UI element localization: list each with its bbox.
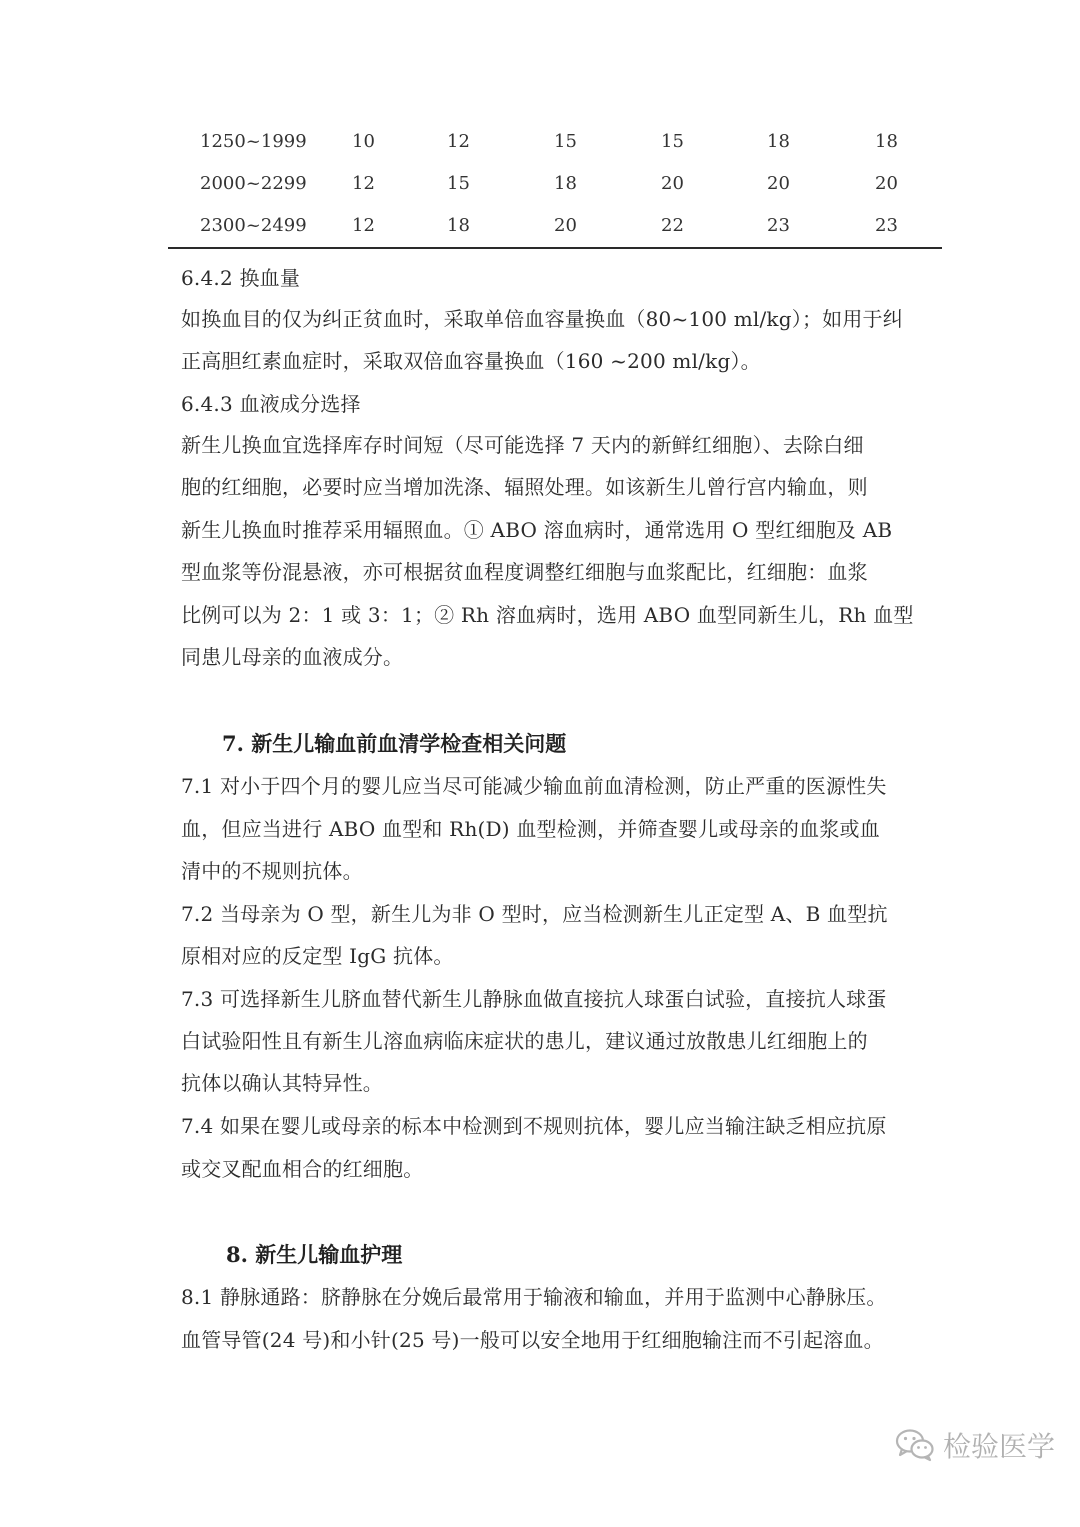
paragraph-line: 清中的不规则抗体。 [181, 859, 363, 883]
table-cell: 18 [767, 131, 790, 152]
exchange-volume-table [168, 121, 942, 247]
paragraph-line: 7.1 对小于四个月的婴儿应当尽可能减少输血前血清检测，防止严重的医源性失 [181, 774, 887, 798]
paragraph-line: 8.1 静脉通路：脐静脉在分娩后最常用于输液和输血，并用于监测中心静脉压。 [181, 1285, 887, 1309]
paragraph-line: 型血浆等份混悬液，亦可根据贫血程度调整红细胞与血浆配比，红细胞：血浆 [181, 560, 868, 584]
table-cell: 22 [661, 215, 684, 236]
paragraph-line: 比例可以为 2：1 或 3：1；② Rh 溶血病时，选用 ABO 血型同新生儿，Rh 血型 [181, 603, 914, 627]
table-cell: 18 [875, 131, 898, 152]
section-title-6-4-2: 6.4.2 换血量 [181, 266, 301, 290]
table-cell: 12 [447, 131, 470, 152]
watermark [895, 1425, 1055, 1465]
paragraph-line: 胞的红细胞，必要时应当增加洗涤、辐照处理。如该新生儿曾行宫内输血，则 [181, 475, 868, 499]
table-cell: 12 [352, 215, 375, 236]
paragraph-line: 新生儿换血时推荐采用辐照血。① ABO 溶血病时，通常选用 O 型红细胞及 AB [181, 518, 893, 542]
weight-range-cell: 2300~2499 [200, 215, 307, 236]
table-bottom-rule [168, 247, 942, 249]
table-cell: 20 [661, 173, 684, 194]
paragraph-line: 新生儿换血宜选择库存时间短（尽可能选择 7 天内的新鲜红细胞）、去除白细 [181, 433, 864, 457]
section-heading-8: 8. 新生儿输血护理 [226, 1242, 403, 1267]
table-cell: 20 [767, 173, 790, 194]
paragraph-line: 7.2 当母亲为 O 型，新生儿为非 O 型时，应当检测新生儿正定型 A、B 血型抗 [181, 902, 888, 926]
paragraph-line: 血管导管(24 号)和小针(25 号)一般可以安全地用于红细胞输注而不引起溶血。 [181, 1328, 884, 1352]
paragraph-line: 如换血目的仅为纠正贫血时，采取单倍血容量换血（80~100 ml/kg）；如用于纠 [181, 307, 903, 331]
table-row [168, 205, 942, 247]
paragraph-line: 7.3 可选择新生儿脐血替代新生儿静脉血做直接抗人球蛋白试验，直接抗人球蛋 [181, 987, 887, 1011]
paragraph-line: 7.4 如果在婴儿或母亲的标本中检测到不规则抗体，婴儿应当输注缺乏相应抗原 [181, 1114, 887, 1138]
section-title-6-4-3: 6.4.3 血液成分选择 [181, 392, 361, 416]
table-cell: 23 [767, 215, 790, 236]
weight-range-cell: 2000~2299 [200, 173, 307, 194]
table-cell: 15 [661, 131, 684, 152]
wechat-icon [895, 1428, 935, 1462]
table-cell: 15 [554, 131, 577, 152]
paragraph-line: 血，但应当进行 ABO 血型和 Rh(D) 血型检测，并筛查婴儿或母亲的血浆或血 [181, 817, 880, 841]
table-cell: 10 [352, 131, 375, 152]
weight-range-cell: 1250~1999 [200, 131, 307, 152]
table-cell: 18 [554, 173, 577, 194]
paragraph-line: 同患儿母亲的血液成分。 [181, 645, 404, 669]
paragraph-line: 正高胆红素血症时，采取双倍血容量换血（160 ~200 ml/kg）。 [181, 349, 761, 373]
table-cell: 15 [447, 173, 470, 194]
table-cell: 23 [875, 215, 898, 236]
table-row [168, 121, 942, 163]
watermark-text: 检验医学 [943, 1430, 1056, 1463]
paragraph-line: 原相对应的反定型 IgG 抗体。 [181, 944, 454, 968]
paragraph-line: 白试验阳性且有新生儿溶血病临床症状的患儿，建议通过放散患儿红细胞上的 [181, 1029, 868, 1053]
table-cell: 18 [447, 215, 470, 236]
paragraph-line: 抗体以确认其特异性。 [181, 1071, 383, 1095]
paragraph-line: 或交叉配血相合的红细胞。 [181, 1157, 424, 1181]
table-cell: 12 [352, 173, 375, 194]
table-cell: 20 [875, 173, 898, 194]
table-row [168, 163, 942, 205]
table-cell: 20 [554, 215, 577, 236]
section-heading-7: 7. 新生儿输血前血清学检查相关问题 [222, 731, 567, 756]
